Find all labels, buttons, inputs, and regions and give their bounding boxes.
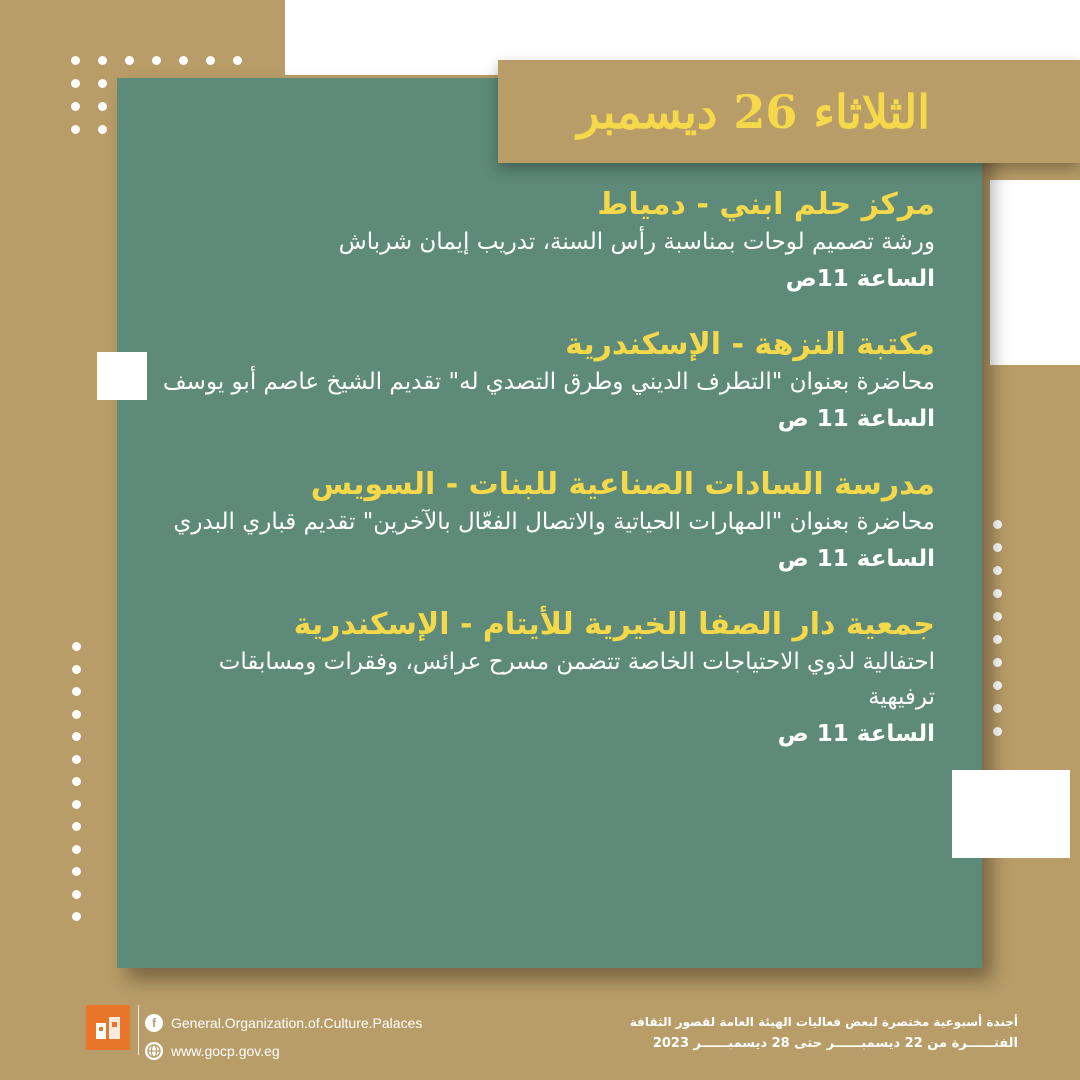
decor-dot [98, 79, 107, 88]
social-links [145, 1012, 422, 1068]
decor-dot [206, 56, 215, 65]
event-venue: مكتبة النزهة - الإسكندرية [565, 327, 935, 362]
decor-dot [993, 727, 1002, 736]
decor-dot [72, 912, 81, 921]
event-description: احتفالية لذوي الاحتياجات الخاصة تتضمن مسرح عرائس، وفقرات ومسابقات ترفيهية [218, 649, 935, 710]
footer-divider [138, 1005, 139, 1055]
facebook-link[interactable] [145, 1012, 422, 1034]
event-item [160, 325, 935, 438]
decor-dot [98, 125, 107, 134]
decor-dot [125, 56, 134, 65]
event-item [160, 465, 935, 578]
website-label: www.gocp.gov.eg [171, 1043, 280, 1059]
event-item [160, 185, 935, 298]
decor-dot [233, 56, 242, 65]
decor-dot [71, 56, 80, 65]
agenda-title: أجندة أسبوعية مختصرة لبعض فعاليات الهيئة العامة لقصور الثقافة [629, 1015, 1018, 1029]
facebook-icon: f [145, 1014, 163, 1032]
decor-dot [98, 102, 107, 111]
website-link[interactable] [145, 1040, 422, 1062]
event-time: الساعة 11 ص [777, 721, 935, 747]
decor-dot [72, 642, 81, 651]
event-description: محاضرة بعنوان "التطرف الديني وطرق التصدي له" تقديم الشيخ عاصم أبو يوسف [162, 369, 935, 395]
agenda-period: الفتــــــرة من 22 ديسمبــــــر حتى 28 ديسمبــــــر 2023 [652, 1036, 1018, 1051]
decor-dot [72, 822, 81, 831]
facebook-label: General.Organization.of.Culture.Palaces [171, 1015, 423, 1031]
event-description: محاضرة بعنوان "المهارات الحياتية والاتصال الفعّال بالآخرين" تقديم قباري البدري [173, 509, 935, 535]
decor-dot [993, 589, 1002, 598]
decor-dot [98, 56, 107, 65]
decor-dot [72, 687, 81, 696]
decor-dot [72, 890, 81, 899]
decor-dot [993, 566, 1002, 575]
decor-dot [993, 635, 1002, 644]
decor-dot [179, 56, 188, 65]
decor-dot [71, 102, 80, 111]
decor-square-right [952, 770, 1070, 858]
event-time: الساعة 11ص [785, 266, 935, 292]
gocp-logo [86, 1005, 130, 1050]
decor-dot [993, 543, 1002, 552]
decor-dot [71, 125, 80, 134]
decor-dot [72, 867, 81, 876]
decor-dot [993, 520, 1002, 529]
decor-dot [72, 665, 81, 674]
event-venue: مدرسة السادات الصناعية للبنات - السويس [310, 467, 935, 502]
decor-dot [72, 710, 81, 719]
decor-dot [72, 800, 81, 809]
logo-mark-icon [93, 1013, 123, 1043]
event-description: ورشة تصميم لوحات بمناسبة رأس السنة، تدريب إيمان شرباش [338, 229, 935, 255]
event-venue: جمعية دار الصفا الخيرية للأيتام - الإسكندرية [293, 607, 935, 642]
event-time: الساعة 11 ص [777, 546, 935, 572]
decor-dot [993, 704, 1002, 713]
decor-dot [72, 732, 81, 741]
event-item [160, 605, 935, 753]
event-time: الساعة 11 ص [777, 406, 935, 432]
events-list [160, 185, 935, 780]
event-venue: مركز حلم ابني - دمياط [597, 187, 935, 222]
decor-dot [72, 777, 81, 786]
day-title: الثلاثاء 26 ديسمبر [577, 84, 930, 139]
globe-icon [145, 1042, 163, 1060]
date-header [498, 60, 1080, 163]
decor-dot [993, 658, 1002, 667]
decor-dot [993, 612, 1002, 621]
white-right-block [990, 180, 1080, 365]
decor-dot [72, 845, 81, 854]
decor-dot [72, 755, 81, 764]
decor-dot [71, 79, 80, 88]
decor-square-left [97, 352, 147, 400]
agenda-caption [630, 1012, 1018, 1054]
decor-dot [993, 681, 1002, 690]
decor-dot [152, 56, 161, 65]
